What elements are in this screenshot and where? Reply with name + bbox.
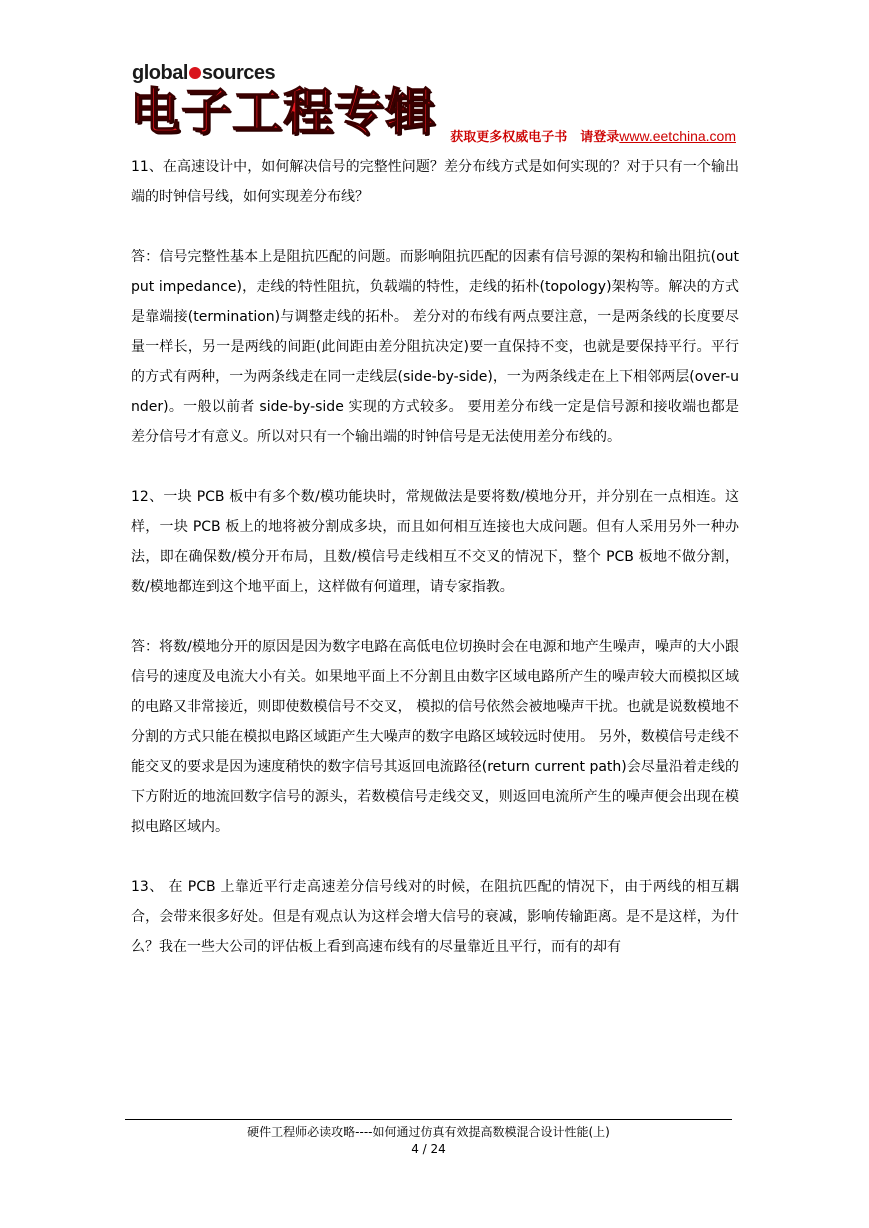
- logo-text-global: global: [132, 62, 188, 84]
- paragraph-q12: 12、一块 PCB 板中有多个数/模功能块时，常规做法是要将数/模地分开，并分别在一点相连。这样，一块 PCB 板上的地将被分割成多块，而且如何相互连接也大成问题。但有人采用另外一种办法，即在确保数/模分开布局，且数/模信号走线相互不交叉的情况下，整个 PCB 板地不做分割，数/模地都连到这个地平面上，这样做有何道理，请专家指教。: [131, 489, 739, 595]
- brand-title: 电子工程专辑: [130, 83, 436, 141]
- page-number: 4 / 24: [411, 1142, 446, 1156]
- logo-text-sources: sources: [201, 62, 276, 84]
- header-cta: [450, 128, 736, 146]
- cta-text: 获取更多权威电子书 请登录: [450, 130, 620, 145]
- paragraph-a11: 答：信号完整性基本上是阻抗匹配的问题。而影响阻抗匹配的因素有信号源的架构和输出阻抗(output impedance)，走线的特性阻抗，负载端的特性，走线的拓朴(topology)架构等。解决的方式是靠端接(termination)与调整走线的拓朴。 差分对的布线有两点要注意，一是两条线的长度要尽量一样长，另一是两线的间距(此间距由差分阻抗决定)要一直保持不变，也就是要保持平行。平行的方式有两种，一为两条线走在同一走线层(side-by-side)，一为两条线走在上下相邻两层(over-under)。一般以前者 side-by-side 实现的方式较多。 要用差分布线一定是信号源和接收端也都是差分信号才有意义。所以对只有一个输出端的时钟信号是无法使用差分布线的。: [131, 249, 739, 445]
- cta-link[interactable]: www.eetchina.com: [619, 128, 736, 144]
- logo-dot-icon: [189, 67, 201, 79]
- document-body: [131, 152, 739, 992]
- paragraph-q13: 13、 在 PCB 上靠近平行走高速差分信号线对的时候，在阻抗匹配的情况下，由于两线的相互耦合，会带来很多好处。但是有观点认为这样会增大信号的衰减，影响传输距离。是不是这样，为什么？我在一些大公司的评估板上看到高速布线有的尽量靠近且平行，而有的却有: [131, 879, 739, 955]
- page-header: [130, 62, 740, 144]
- footer-title: 硬件工程师必读攻略----如何通过仿真有效提高数模混合设计性能(上): [247, 1125, 610, 1139]
- paragraph-q11: 11、在高速设计中，如何解决信号的完整性问题？差分布线方式是如何实现的？对于只有一个输出端的时钟信号线，如何实现差分布线？: [131, 159, 739, 205]
- global-sources-logo: [132, 62, 275, 84]
- paragraph-a12: 答：将数/模地分开的原因是因为数字电路在高低电位切换时会在电源和地产生噪声，噪声的大小跟信号的速度及电流大小有关。如果地平面上不分割且由数字区域电路所产生的噪声较大而模拟区域的电路又非常接近，则即使数模信号不交叉， 模拟的信号依然会被地噪声干扰。也就是说数模地不分割的方式只能在模拟电路区域距产生大噪声的数字电路区域较远时使用。 另外，数模信号走线不能交叉的要求是因为速度稍快的数字信号其返回电流路径(return current path)会尽量沿着走线的下方附近的地流回数字信号的源头，若数模信号走线交叉，则返回电流所产生的噪声便会出现在模拟电路区域内。: [131, 639, 739, 835]
- footer-divider: [125, 1119, 732, 1120]
